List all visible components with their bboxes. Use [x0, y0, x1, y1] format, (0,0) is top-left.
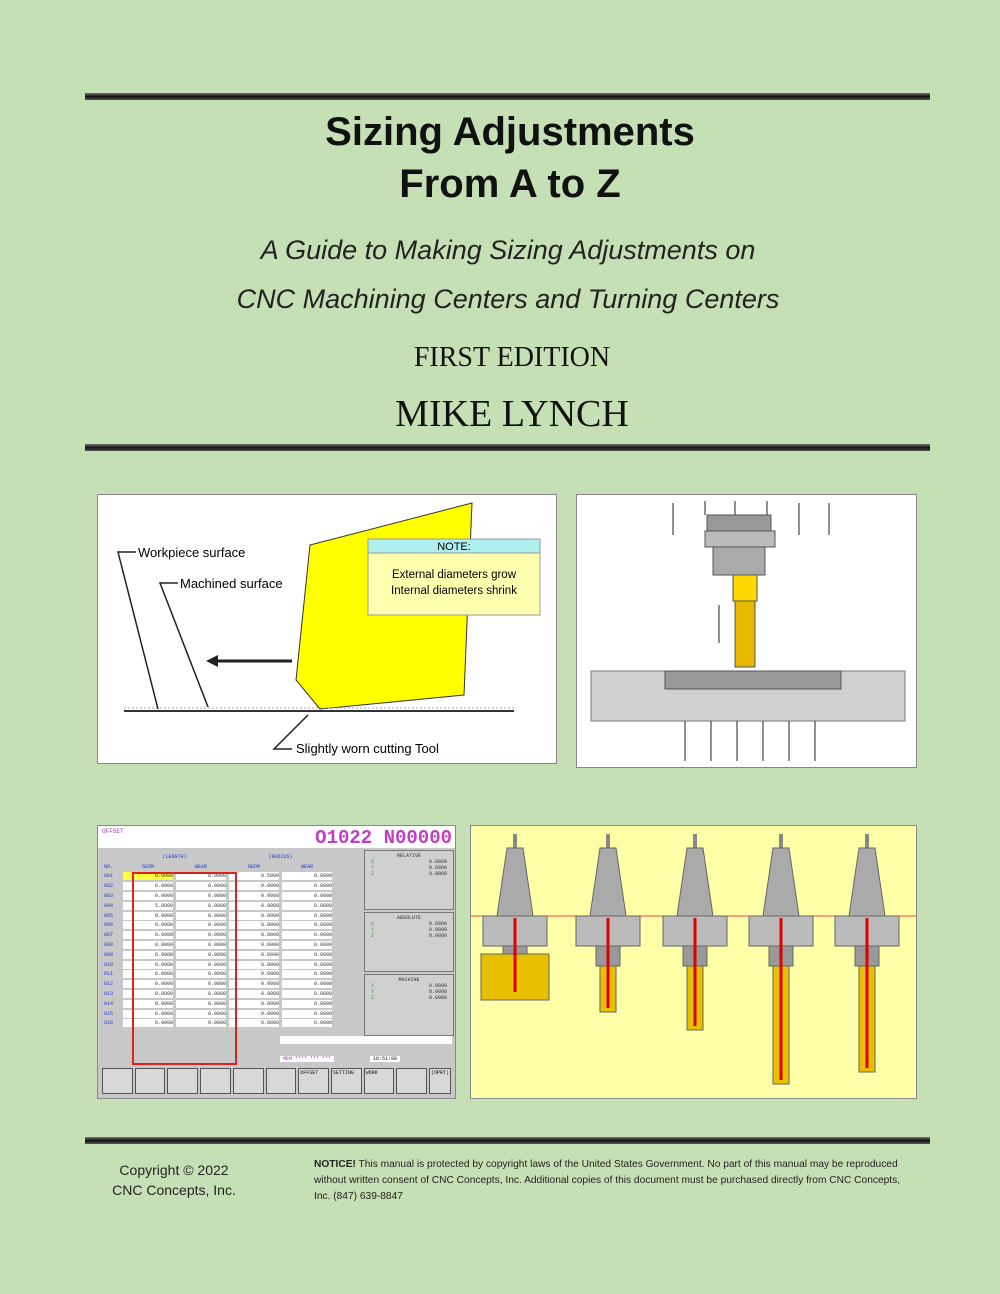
axis-value: 0.0000	[428, 927, 447, 933]
soft-key[interactable]: (OPRT)	[429, 1068, 451, 1094]
author: MIKE LYNCH	[395, 393, 629, 435]
offset-value[interactable]: 0.0000	[123, 990, 173, 998]
spindle-diagram	[577, 495, 916, 767]
offset-value[interactable]: 0.0000	[123, 931, 173, 939]
tool-holder	[481, 834, 549, 1000]
offset-value[interactable]: 0.0000	[282, 970, 332, 978]
offset-number: 008	[104, 942, 114, 949]
offset-number: 001	[104, 873, 114, 880]
offset-value[interactable]: 0.0000	[282, 872, 332, 880]
offset-value[interactable]: 0.0000	[176, 892, 226, 900]
offset-value[interactable]: 0.0000	[123, 961, 173, 969]
offset-number: 007	[104, 932, 114, 939]
soft-key[interactable]	[135, 1068, 166, 1094]
absolute-label: ABSOLUTE	[396, 915, 421, 921]
offset-value[interactable]: 0.0000	[229, 912, 279, 920]
soft-keys	[102, 1068, 451, 1094]
offset-value[interactable]: 0.0000	[282, 921, 332, 929]
offset-value[interactable]: 0.0000	[229, 882, 279, 890]
offset-number: 002	[104, 883, 114, 890]
offset-value[interactable]: 0.0000	[282, 941, 332, 949]
notice-text: This manual is protected by copyright laws of the United States Government. No part of this manual may be reproduced without written consent of CNC Concepts, Inc. Additional copies of this document must be purchased directly from CNC Concepts, Inc. (847) 639-8847	[314, 1159, 901, 1202]
offset-number: 014	[104, 1000, 114, 1007]
notice-label: NOTICE!	[314, 1159, 356, 1170]
geom-header: GEOM	[247, 863, 260, 870]
worn-tool-diagram	[98, 495, 556, 763]
cutting-tool-label: Slightly worn cutting Tool	[296, 741, 439, 756]
offset-value[interactable]: 0.0000	[229, 1000, 279, 1008]
title-line-2: From A to Z	[399, 162, 621, 206]
offset-value[interactable]: 0.0000	[282, 882, 332, 890]
offset-number: 009	[104, 951, 114, 958]
workpiece-surface-label: Workpiece surface	[138, 545, 246, 560]
offset-number: 003	[104, 893, 114, 900]
axis-value: 0.0000	[428, 995, 447, 1001]
middle-rule	[85, 444, 930, 451]
soft-key[interactable]: SETTING	[331, 1068, 362, 1094]
clock: 16:51:00	[370, 1056, 400, 1062]
tool-length-figure	[470, 825, 917, 1099]
axis-value: 0.0000	[428, 989, 447, 995]
offset-value[interactable]: 0.0000	[176, 872, 226, 880]
offset-value[interactable]: 0.0000	[229, 902, 279, 910]
title-line-1: Sizing Adjustments	[325, 110, 695, 154]
subtitle-line-2: CNC Machining Centers and Turning Centers	[236, 284, 780, 314]
soft-key[interactable]: WORK	[364, 1068, 395, 1094]
wear-header: WEAR	[300, 863, 313, 870]
offset-value[interactable]: 0.0000	[282, 990, 332, 998]
offset-value[interactable]: 0.0000	[123, 872, 173, 880]
bottom-rule	[85, 1137, 930, 1144]
offset-number: 010	[104, 961, 114, 968]
offset-value[interactable]: 0.0000	[229, 931, 279, 939]
offset-value[interactable]: 0.0000	[229, 1019, 279, 1027]
offset-value[interactable]: 5.0000	[123, 902, 173, 910]
screen-name: OFFSET	[102, 828, 124, 835]
offset-value[interactable]: 0.0000	[229, 951, 279, 959]
geom-header: GEOM	[141, 863, 154, 870]
offset-number: 006	[104, 922, 114, 929]
offset-value[interactable]: 0.0000	[176, 1010, 226, 1018]
offset-value[interactable]: 0.0000	[123, 1010, 173, 1018]
axis-value: 0.0000	[428, 859, 447, 865]
offset-number: 013	[104, 991, 114, 998]
note-title: NOTE:	[437, 541, 471, 553]
axis-value: 0.0000	[428, 865, 447, 871]
relative-position: RELATIVE X 0.0000 Y 0.0000 Z 0.0000	[364, 850, 454, 910]
offset-number: 012	[104, 981, 114, 988]
offset-value[interactable]: 0.0000	[176, 912, 226, 920]
tool-holder	[576, 834, 640, 1012]
absolute-position: ABSOLUTE X 0.0000 Y 0.0000 Z 0.0000	[364, 912, 454, 972]
subtitle-line-1: A Guide to Making Sizing Adjustments on	[260, 235, 756, 265]
axis-value: 0.0000	[428, 871, 447, 877]
note-line-1: External diameters grow	[392, 569, 516, 581]
offset-value[interactable]: 0.0000	[229, 990, 279, 998]
offset-value[interactable]: 0.0000	[176, 1000, 226, 1008]
worn-tool-figure	[97, 494, 557, 764]
offset-value[interactable]: 0.0000	[176, 941, 226, 949]
offset-value[interactable]: 0.5000	[229, 872, 279, 880]
program-number: O1022 N00000	[315, 827, 452, 849]
offset-value[interactable]: 0.0000	[282, 980, 332, 988]
copyright	[104, 1160, 244, 1200]
axis-value: 0.0000	[428, 983, 447, 989]
soft-key[interactable]: OFFSET	[298, 1068, 329, 1094]
offset-value[interactable]: 0.0000	[176, 931, 226, 939]
copyright-holder: CNC Concepts, Inc.	[112, 1182, 236, 1198]
offset-value[interactable]: 0.0000	[176, 1019, 226, 1027]
offset-value[interactable]: 0.0000	[123, 970, 173, 978]
soft-key[interactable]	[102, 1068, 133, 1094]
no-header: NO.	[104, 863, 114, 870]
subtitle	[8, 226, 1000, 324]
offset-value[interactable]: 0.0000	[229, 892, 279, 900]
copyright-year: Copyright © 2022	[119, 1162, 229, 1178]
edition: FIRST EDITION	[413, 342, 611, 373]
spindle-deflection-figure	[576, 494, 917, 768]
offset-number: 004	[104, 902, 114, 909]
tool-holder	[835, 834, 899, 1072]
machined-surface-label: Machined surface	[180, 576, 283, 591]
offset-value[interactable]: 0.0000	[282, 1010, 332, 1018]
offset-value[interactable]: 0.0000	[176, 902, 226, 910]
offset-value[interactable]: 0.0000	[229, 970, 279, 978]
soft-key[interactable]	[233, 1068, 264, 1094]
offset-number: 016	[104, 1020, 114, 1027]
offset-value[interactable]: 0.0000	[123, 941, 173, 949]
mode-status: MEM **** *** ***	[280, 1056, 334, 1062]
offset-number: 005	[104, 912, 114, 919]
length-highlight-box	[132, 872, 237, 1065]
offset-value[interactable]: 0.0000	[282, 931, 332, 939]
tool-holders-diagram	[471, 826, 916, 1098]
offset-value[interactable]: 0.0000	[282, 961, 332, 969]
offset-number: 011	[104, 971, 114, 978]
offset-value[interactable]: 0.0000	[123, 882, 173, 890]
length-header: (LENGTH)	[162, 853, 187, 860]
relative-label: RELATIVE	[396, 853, 421, 859]
offset-value[interactable]: 0.0000	[282, 892, 332, 900]
offset-value[interactable]: 0.0000	[123, 921, 173, 929]
offset-value[interactable]: 0.0000	[229, 1010, 279, 1018]
tool-holder	[663, 834, 727, 1030]
offset-value[interactable]: 0.0000	[123, 951, 173, 959]
offset-value[interactable]: 0.0000	[229, 921, 279, 929]
offset-value[interactable]: 0.0000	[282, 902, 332, 910]
tool-holder	[749, 834, 813, 1084]
radius-header: (RADIUS)	[268, 853, 293, 860]
soft-key[interactable]	[200, 1068, 231, 1094]
input-line[interactable]	[280, 1036, 452, 1044]
offset-value[interactable]: 0.0000	[282, 951, 332, 959]
offset-table	[104, 852, 359, 1028]
offset-value[interactable]: 0.0000	[123, 912, 173, 920]
offset-value[interactable]: 0.0000	[123, 1019, 173, 1027]
offset-value[interactable]: 0.0000	[282, 1019, 332, 1027]
wear-header: WEAR	[194, 863, 207, 870]
offset-value[interactable]: 0.0000	[282, 1000, 332, 1008]
offset-value[interactable]: 0.0000	[176, 921, 226, 929]
axis-value: 0.0000	[428, 933, 447, 939]
offset-value[interactable]: 0.0000	[123, 1000, 173, 1008]
offset-value[interactable]: 0.0000	[176, 951, 226, 959]
soft-key[interactable]	[167, 1068, 198, 1094]
offset-value[interactable]: 0.0000	[176, 990, 226, 998]
note-line-2: Internal diameters shrink	[391, 585, 517, 597]
offset-value[interactable]: 0.0000	[229, 961, 279, 969]
offset-value[interactable]: 0.0000	[176, 970, 226, 978]
soft-key[interactable]	[396, 1068, 427, 1094]
offset-value[interactable]: 0.0000	[229, 980, 279, 988]
offset-value[interactable]: 0.0000	[176, 980, 226, 988]
offset-value[interactable]: 0.0000	[123, 892, 173, 900]
book-title	[10, 106, 1000, 210]
axis-value: 0.0000	[428, 921, 447, 927]
machine-position: MACHINE X 0.0000 Y 0.0000 Z 0.0000	[364, 974, 454, 1036]
offset-value[interactable]: 0.0000	[123, 980, 173, 988]
copyright-notice	[314, 1157, 914, 1205]
offset-number: 015	[104, 1010, 114, 1017]
offset-value[interactable]: 0.0000	[176, 961, 226, 969]
cnc-offset-screen	[97, 825, 456, 1099]
offset-value[interactable]: 0.0000	[229, 941, 279, 949]
offset-value[interactable]: 0.0000	[176, 882, 226, 890]
offset-value[interactable]: 0.0000	[282, 912, 332, 920]
machine-label: MACHINE	[398, 977, 420, 983]
soft-key[interactable]	[266, 1068, 297, 1094]
top-rule	[85, 93, 930, 100]
